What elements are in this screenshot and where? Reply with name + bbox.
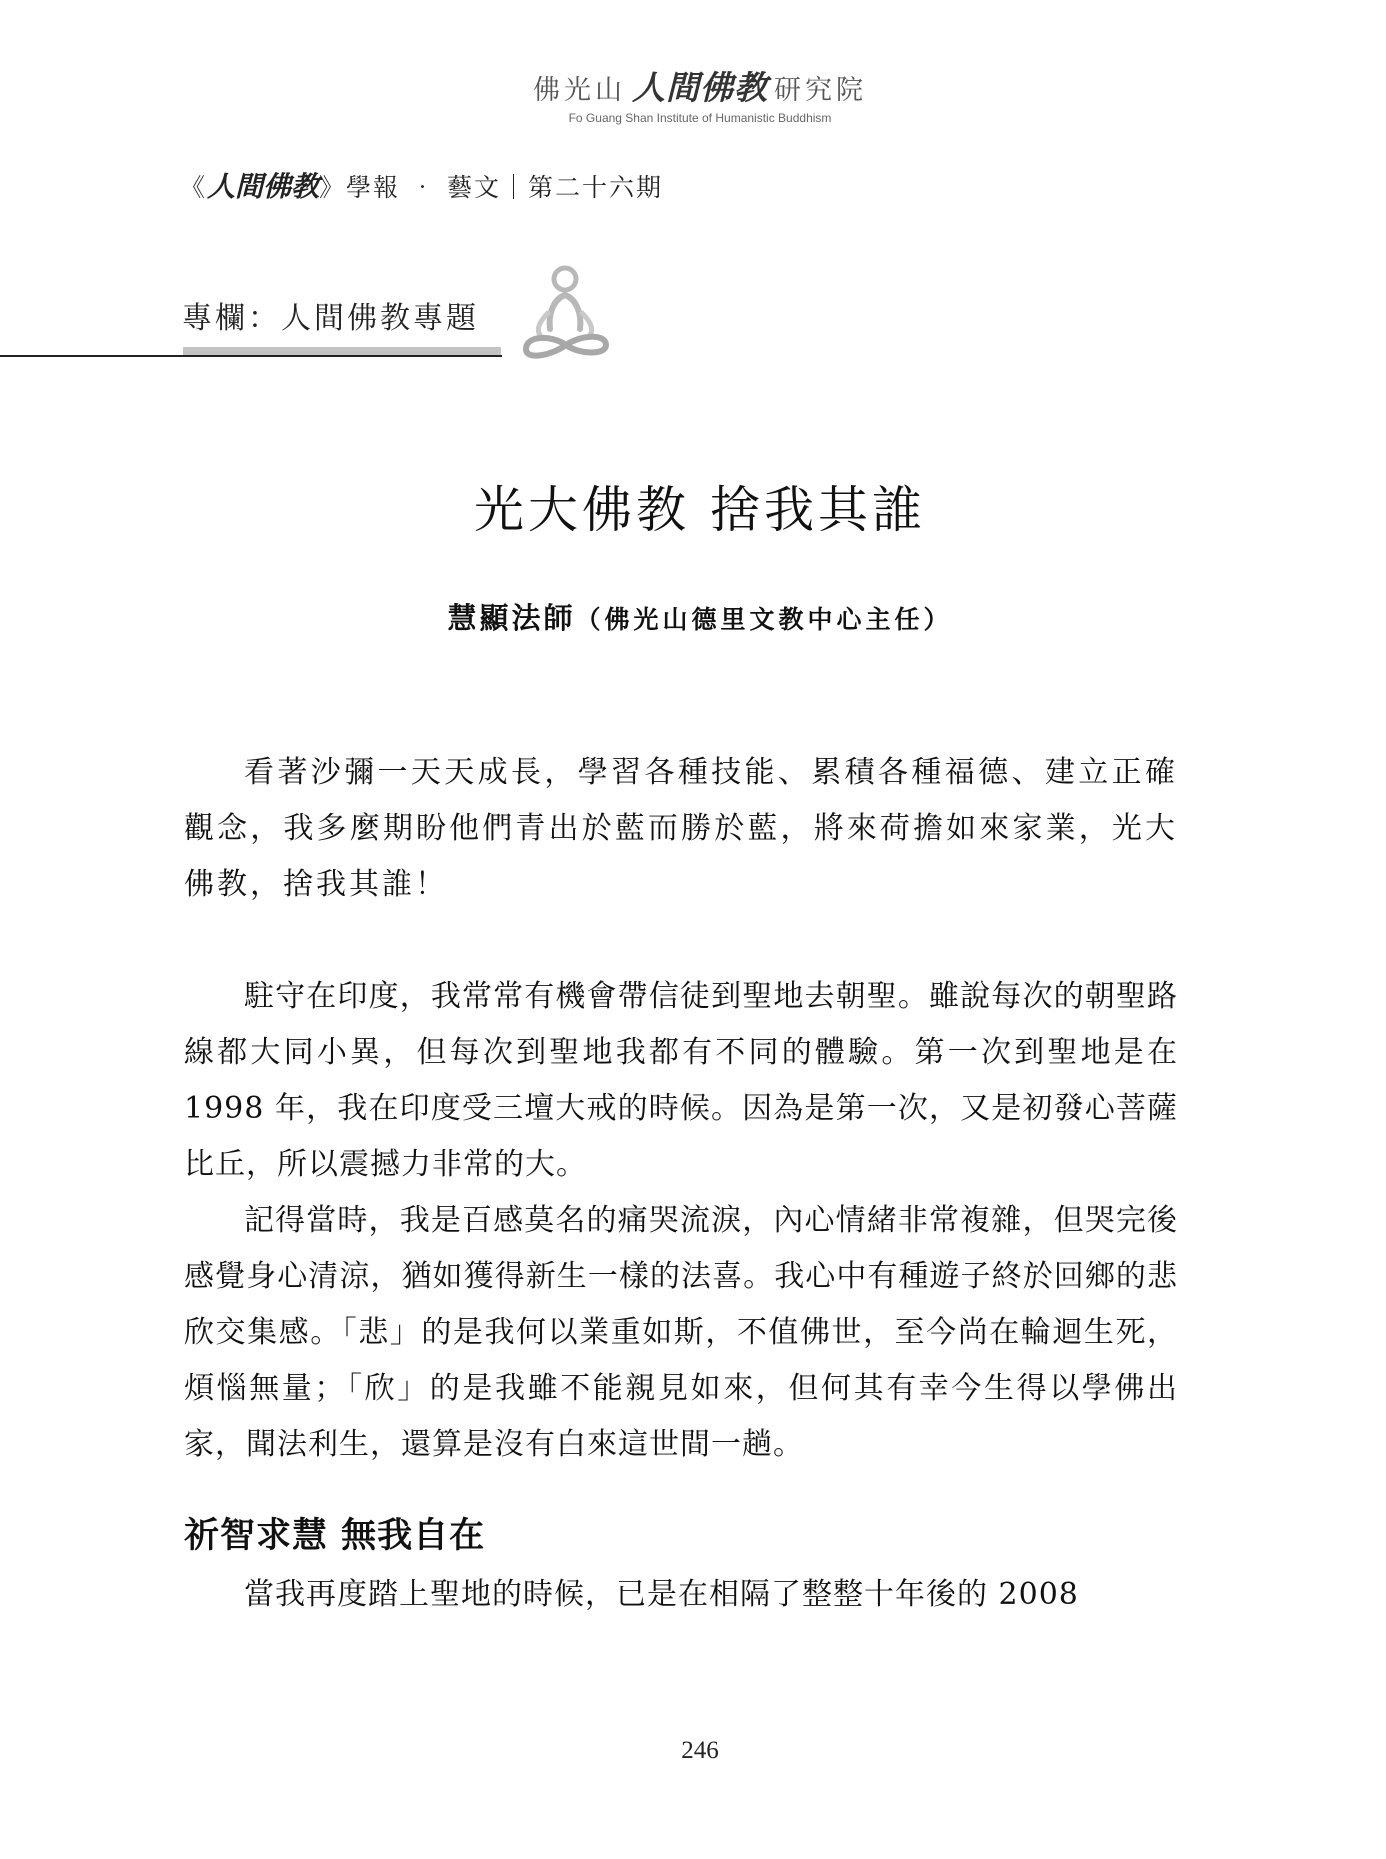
journal-line (180, 165, 663, 205)
section-heading: 祈智求慧 無我自在 (184, 1515, 486, 1556)
institute-suffix: 研究院 (774, 75, 867, 106)
institute-header (480, 62, 920, 125)
institute-name (480, 62, 920, 109)
journal-brand: 人間佛教 (207, 170, 320, 203)
author-name: 慧顯法師 (447, 601, 576, 635)
article-body (184, 745, 1178, 1623)
body-paragraph: 記得當時，我是百感莫名的痛哭流淚，內心情緒非常複雜，但哭完後感覺身心清涼，猶如獲得新生一樣的法喜。我心中有種遊子終於回鄉的悲欣交集感。「悲」的是我何以業重如斯，不值佛世，至今尚在輪迴生死，煩惱無量；「欣」的是我雖不能親見如來，但何其有幸今生得以學佛出家，聞法利生，還算是沒有白來這世間一趟。 (184, 1203, 1178, 1462)
institute-brand-logo: 人間佛教 (632, 68, 768, 107)
journal-issue: 學報 ‧ 藝文｜第二十六期 (346, 173, 663, 202)
journal-close-bracket: 》 (319, 173, 347, 202)
column-rule (0, 355, 502, 357)
author-line (0, 596, 1386, 637)
intro-paragraph: 看著沙彌一天天成長，學習各種技能、累積各種福德、建立正確觀念，我多麼期盼他們青出於藍而勝於藍，將來荷擔如來家業，光大佛教，捨我其誰！ (184, 755, 1178, 902)
body-paragraph: 駐守在印度，我常常有機會帶信徒到聖地去朝聖。雖說每次的朝聖路線都大同小異，但每次到聖地我都有不同的體驗。第一次到聖地是在 1998 年，我在印度受三壇大戒的時候。因為是第一次，又是初發心菩薩比丘，所以震撼力非常的大。 (184, 979, 1178, 1182)
institute-prefix: 佛光山 (533, 75, 626, 106)
institute-english-name: Fo Guang Shan Institute of Humanistic Buddhism (568, 111, 832, 125)
page-number: 246 (681, 1737, 719, 1764)
column-underline (183, 347, 501, 355)
meditation-figure-icon (518, 265, 614, 365)
section-paragraph: 當我再度踏上聖地的時候，已是在相隔了整整十年後的 2008 (244, 1577, 1079, 1612)
journal-open-bracket: 《 (180, 173, 208, 202)
column-label: 專欄：人間佛教專題 (182, 301, 479, 336)
author-affiliation: （佛光山德里文教中心主任） (575, 605, 953, 634)
article-title: 光大佛教 捨我其誰 (474, 481, 926, 539)
